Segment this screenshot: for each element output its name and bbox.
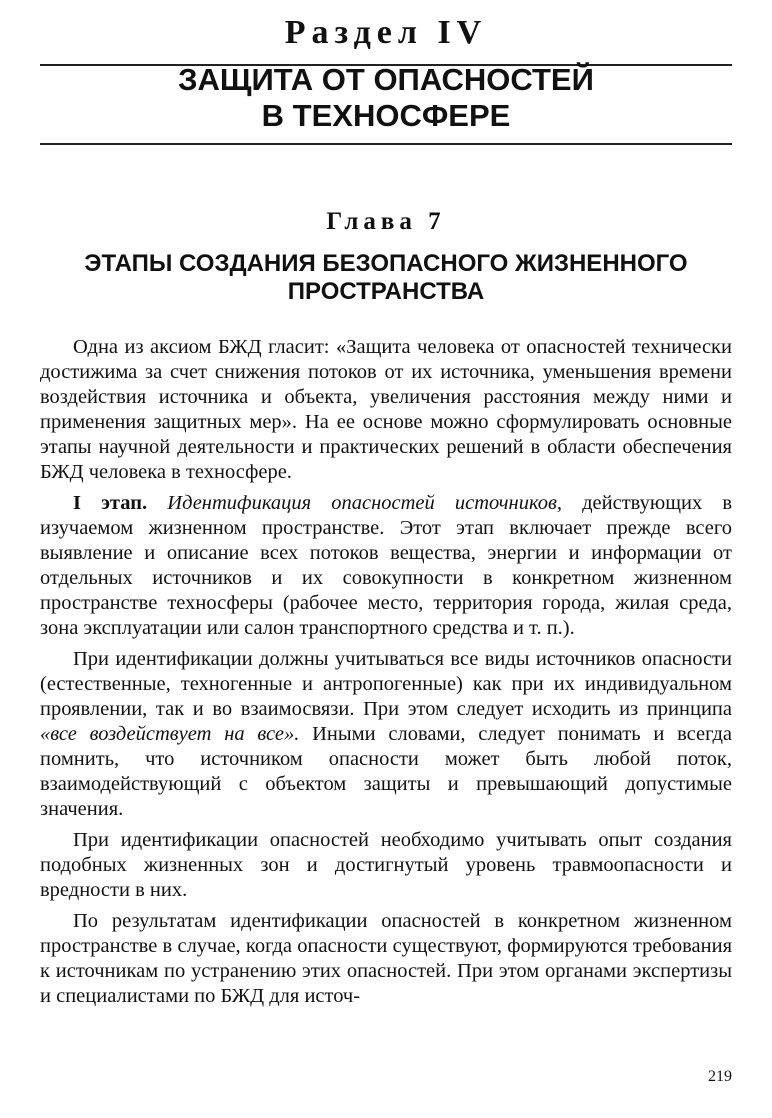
paragraph-5: По результатам идентификации опасностей в конкретном жизненном пространстве в случае, когда опасности существуют, формируются требования к источникам по устранению этих опасностей. При этом органами экспертизы и специалистами по БЖД для источ- — [40, 910, 732, 1007]
stage-label: I этап. — [73, 492, 148, 514]
chapter-title-line-2: ПРОСТРАНСТВА — [287, 278, 485, 305]
paragraph-4: При идентификации опасностей необходимо учитывать опыт создания подобных жизненных зон и достигнутый уровень травмоопасности и вредности в них. — [40, 829, 732, 901]
principle-quote: «все воздействует на все». — [40, 723, 300, 745]
page-number: 219 — [708, 1068, 732, 1085]
section-title — [0, 62, 772, 134]
chapter-title — [40, 250, 732, 306]
stage-title: Идентификация опасностей источников, — [167, 492, 563, 514]
section-label: Раздел IV — [284, 14, 488, 51]
paragraph-3-start: При идентификации должны учитываться все виды источников опасности (естественные, техногенные и антропогенные) как при их индивидуальном проявлении, так и во взаимосвязи. При этом следует исходить из принципа — [40, 648, 732, 720]
section-title-line-1: ЗАЩИТА ОТ ОПАСНОСТЕЙ — [178, 62, 594, 97]
header-rule-bottom — [40, 143, 732, 145]
chapter-label: Глава 7 — [326, 208, 446, 235]
paragraph-2-rest: действующих в изучаемом жизненном пространстве. Этот этап включает прежде всего выявление и описание всех потоков вещества, энергии и информации от отдельных источников и их совокупности в конкретном жизненном пространстве техносферы (рабочее место, территория города, жилая среда, зона эксплуатации или салон транспортного средства и т. п.). — [40, 492, 732, 639]
paragraph-3 — [40, 647, 732, 822]
paragraph-3-end: Иными словами, следует понимать и всегда помнить, что источником опасности может быть любой поток, взаимодействующий с объектом защиты и превышающий допустимые значения. — [40, 723, 733, 820]
section-title-line-2: В ТЕХНОСФЕРЕ — [261, 98, 511, 133]
body-text — [40, 335, 732, 1015]
chapter-title-line-1: ЭТАПЫ СОЗДАНИЯ БЕЗОПАСНОГО ЖИЗНЕННОГО — [84, 250, 688, 277]
paragraph-1: Одна из аксиом БЖД гласит: «Защита человека от опасностей технически достижима за счет снижения потоков от их источника, уменьшения времени воздействия источника и объекта, увеличения расстояния между ними и применения защитных мер». На ее основе можно сформулировать основные этапы научной деятельности и практических решений в области обеспечения БЖД человека в техносфере. — [40, 336, 732, 483]
paragraph-2 — [40, 491, 732, 641]
